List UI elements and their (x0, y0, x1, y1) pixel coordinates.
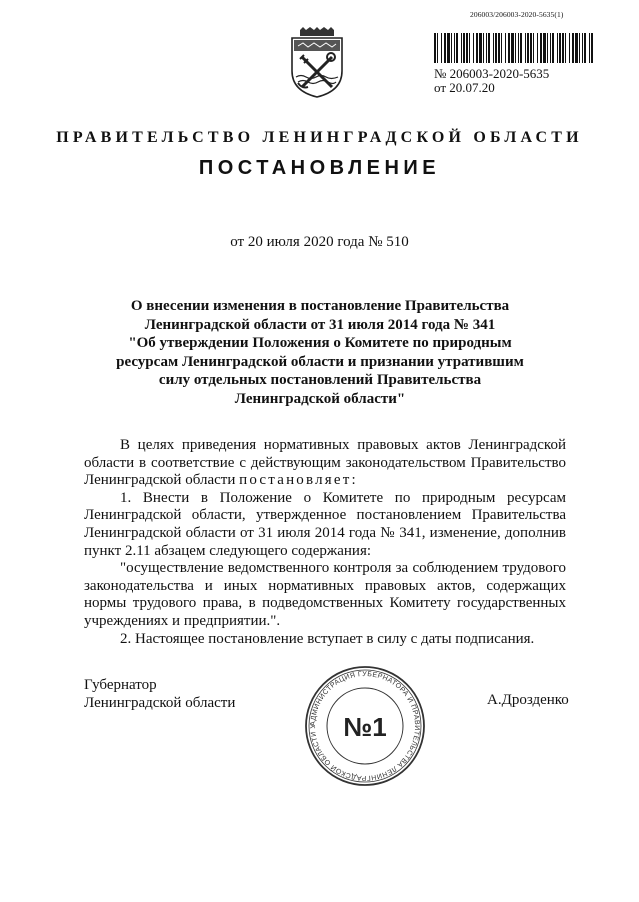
barcode-bar (562, 33, 564, 63)
document-title (95, 297, 545, 408)
resolves-word: постановляет: (239, 472, 358, 489)
organization-name: ПРАВИТЕЛЬСТВО ЛЕНИНГРАДСКОЙ ОБЛАСТИ (56, 129, 583, 146)
barcode-bar (584, 33, 586, 63)
barcode-bar (454, 33, 455, 63)
signatory-position (84, 676, 235, 712)
barcode-bar (547, 33, 548, 63)
barcode-bar (537, 33, 538, 63)
barcode-bar (591, 33, 593, 63)
barcode-bar (518, 33, 519, 63)
barcode-bar (476, 33, 478, 63)
document-code: 206003/206003-2020-5635(1) (470, 10, 564, 19)
barcode-bar (463, 33, 465, 63)
barcode-bar (572, 33, 574, 63)
barcode-bar (466, 33, 468, 63)
barcode-bar (451, 33, 452, 63)
title-line: Ленинградской области" (234, 390, 406, 407)
title-line: Ленинградской области от 31 июля 2014 года № 341 (144, 316, 496, 333)
barcode-bar (447, 33, 450, 63)
signatory-region: Ленинградской области (84, 695, 236, 711)
barcode-bar (501, 33, 502, 63)
barcode-bar (533, 33, 534, 63)
item-1-paragraph: 1. Внести в Положение о Комитете по природным ресурсам Ленинградской области, утвержденное постановлением Правительства Ленинградской области от 31 июля 2014 года № 341, изменение, дополнив пункт 2.11 абзацем следующего содержания: (84, 489, 566, 559)
barcode-bar (461, 33, 462, 63)
barcode-bar (483, 33, 484, 63)
barcode-bar (473, 33, 474, 63)
document-type-heading: ПОСТАНОВЛЕНИЕ (198, 157, 441, 179)
barcode-bar (579, 33, 580, 63)
title-line: ресурсам Ленинградской области и признании утратившим (116, 353, 524, 370)
registration-block (434, 67, 549, 95)
barcode-bar (530, 33, 532, 63)
barcode-bar (589, 33, 590, 63)
seal-ring-text: АДМИНИСТРАЦИЯ ГУБЕРНАТОРА И ПРАВИТЕЛЬСТВА ЛЕНИНГРАДСКОЙ ОБЛАСТИ У (309, 670, 421, 782)
barcode-bar (557, 33, 558, 63)
barcode-bar (495, 33, 497, 63)
barcode-bar (486, 33, 487, 63)
official-seal-stamp (303, 664, 427, 788)
barcode-bar (441, 33, 442, 63)
seal-number: №1 (343, 712, 387, 742)
barcode-bar (493, 33, 494, 63)
registration-number: № 206003-2020-5635 (434, 66, 550, 81)
barcode-bar (456, 33, 458, 63)
barcode-bar (550, 33, 551, 63)
barcode-bar (479, 33, 482, 63)
barcode-bar (575, 33, 578, 63)
barcode-bar (515, 33, 516, 63)
barcode-bar (559, 33, 561, 63)
barcode-bar (520, 33, 522, 63)
barcode-bar (527, 33, 529, 63)
document-body (84, 437, 566, 648)
coat-of-arms-emblem (286, 27, 348, 99)
barcode-bar (444, 33, 446, 63)
registration-date: от 20.07.20 (434, 80, 495, 95)
barcode-bar (505, 33, 506, 63)
barcode-bar (498, 33, 500, 63)
barcode-bar (525, 33, 526, 63)
signatory-name: А.Дрозденко (487, 692, 569, 708)
barcode (434, 33, 596, 63)
barcode-bar (540, 33, 542, 63)
barcode-bar (469, 33, 470, 63)
signatory-title: Губернатор (84, 677, 157, 693)
title-line: О внесении изменения в постановление Правительства (130, 298, 510, 314)
quoted-paragraph: "осуществление ведомственного контроля за соблюдением трудового законодательства и иных нормативных правовых актов, содержащих нормы трудового права, в подведомственных Комитету государственных учреждениях и предприятии.". (84, 560, 566, 629)
document-date-number: от 20 июля 2020 года № 510 (230, 234, 409, 250)
preamble-text: В целях приведения нормативных правовых актов Ленинградской области в соответствие с действующим законодательством Правительство Ленинградской области (84, 437, 566, 489)
title-line: силу отдельных постановлений Правительства (158, 372, 482, 388)
barcode-bar (543, 33, 546, 63)
barcode-bar (437, 33, 438, 63)
title-line: "Об утверждении Положения о Комитете по природным (128, 335, 512, 351)
barcode-bar (582, 33, 583, 63)
item-2-paragraph: 2. Настоящее постановление вступает в силу с даты подписания. (120, 630, 535, 647)
barcode-bar (508, 33, 510, 63)
barcode-bar (565, 33, 566, 63)
barcode-bar (511, 33, 514, 63)
barcode-bar (569, 33, 570, 63)
barcode-bar (488, 33, 490, 63)
barcode-bar (552, 33, 554, 63)
barcode-bar (434, 33, 436, 63)
preamble-paragraph (84, 437, 566, 490)
